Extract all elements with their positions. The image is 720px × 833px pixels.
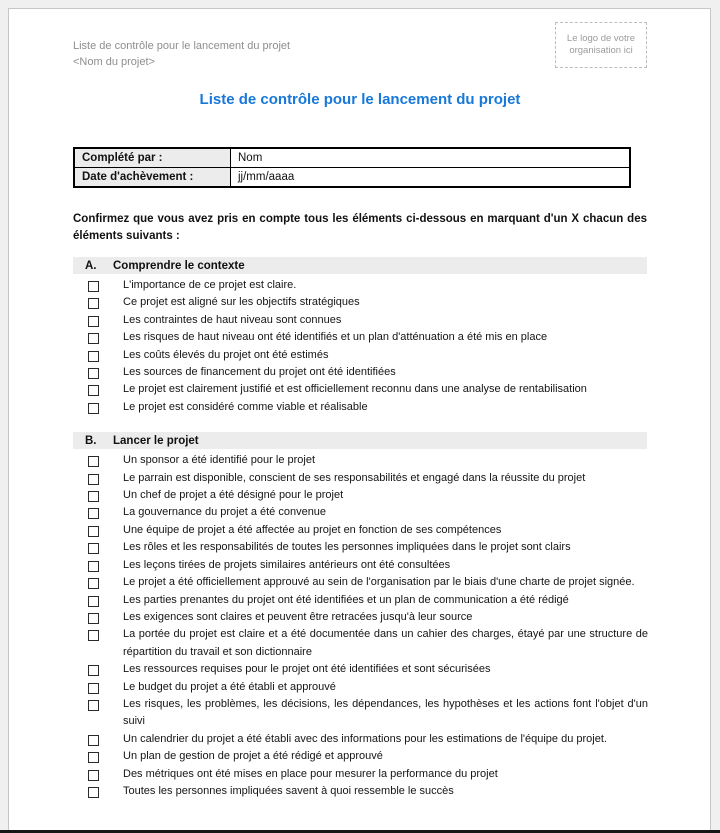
checklist-item — [73, 452, 647, 469]
checkbox[interactable] — [88, 333, 99, 344]
checklist-item — [73, 312, 647, 329]
checklist-item — [73, 679, 647, 696]
table-row — [74, 168, 630, 188]
info-label: Date d'achèvement : — [74, 168, 231, 188]
checklist-item — [73, 574, 647, 591]
checkbox[interactable] — [88, 630, 99, 641]
checkbox[interactable] — [88, 752, 99, 763]
checklist-item — [73, 329, 647, 346]
checklist-item-label: Les coûts élevés du projet ont été estimés — [123, 348, 329, 361]
table-row — [74, 148, 630, 168]
checklist-section — [73, 432, 647, 800]
checkbox[interactable] — [88, 665, 99, 676]
info-value-field[interactable]: Nom — [231, 148, 631, 168]
checklist-item — [73, 347, 647, 364]
checklist-item — [73, 661, 647, 678]
checkbox[interactable] — [88, 298, 99, 309]
info-table-body — [74, 148, 630, 187]
checklist-item-label: Le parrain est disponible, conscient de ses responsabilités et engagé dans la réussite du projet — [123, 471, 586, 484]
checkbox[interactable] — [88, 578, 99, 589]
checklist-section — [73, 257, 647, 416]
checklist-item — [73, 626, 647, 661]
checklist-item — [73, 277, 647, 294]
running-header — [73, 38, 290, 70]
checklist-item-label: Les risques de haut niveau ont été identifiés et un plan d'atténuation a été mis en place — [123, 331, 548, 344]
checklist-item-label: Un calendrier du projet a été établi avec des informations pour les estimations de l'équipe du projet. — [123, 732, 607, 745]
checklist-item — [73, 470, 647, 487]
info-label: Complété par : — [74, 148, 231, 168]
checklist-item-label: Une équipe de projet a été affectée au projet en fonction de ses compétences — [123, 523, 502, 536]
checkbox[interactable] — [88, 683, 99, 694]
checkbox[interactable] — [88, 456, 99, 467]
section-header — [73, 432, 647, 449]
logo-placeholder-text: Le logo de votre organisation ici — [566, 33, 636, 56]
checkbox[interactable] — [88, 787, 99, 798]
intro-instruction: Confirmez que vous avez pris en compte tous les éléments ci-dessous en marquant d'un X chacun des éléments suivants : — [73, 213, 647, 242]
checklist-item — [73, 609, 647, 626]
checkbox[interactable] — [88, 613, 99, 624]
checkbox[interactable] — [88, 508, 99, 519]
info-value-field[interactable]: jj/mm/aaaa — [231, 168, 631, 188]
checklist-item-label: Les rôles et les responsabilités de toutes les personnes impliquées dans le projet sont clairs — [123, 541, 571, 554]
checkbox[interactable] — [88, 700, 99, 711]
checkbox[interactable] — [88, 770, 99, 781]
running-header-line2: <Nom du projet> — [73, 56, 155, 68]
section-title: Comprendre le contexte — [113, 259, 245, 272]
checklist-item-label: Les sources de financement du projet ont été identifiées — [123, 366, 396, 379]
page-content — [9, 9, 710, 800]
checkbox[interactable] — [88, 491, 99, 502]
checklist-item — [73, 731, 647, 748]
checkbox[interactable] — [88, 403, 99, 414]
checklist-item-label: Le projet est clairement justifié et est officiellement reconnu dans une analyse de rentabilisation — [123, 383, 587, 396]
checklist-item — [73, 364, 647, 381]
checkbox[interactable] — [88, 368, 99, 379]
checkbox[interactable] — [88, 526, 99, 537]
sections-container — [73, 257, 647, 800]
section-items — [73, 452, 647, 800]
checklist-item — [73, 539, 647, 556]
checklist-item-label: Toutes les personnes impliquées savent à quoi ressemble le succès — [123, 784, 454, 797]
completion-info-table — [73, 147, 631, 188]
checklist-item — [73, 522, 647, 539]
checklist-item — [73, 399, 647, 416]
section-header — [73, 257, 647, 274]
checklist-item-label: L'importance de ce projet est claire. — [123, 279, 297, 291]
checkbox[interactable] — [88, 596, 99, 607]
checkbox[interactable] — [88, 281, 99, 292]
checklist-item-label: Les contraintes de haut niveau sont connues — [123, 313, 342, 326]
checklist-item — [73, 557, 647, 574]
checklist-item — [73, 592, 647, 609]
checklist-item-label: Le projet est considéré comme viable et réalisable — [123, 400, 368, 413]
running-header-line1: Liste de contrôle pour le lancement du projet — [73, 40, 291, 52]
checklist-item-label: Un sponsor a été identifié pour le projet — [123, 454, 316, 467]
document-page — [8, 8, 711, 830]
checklist-item — [73, 294, 647, 311]
section-id: A. — [85, 259, 97, 272]
checklist-item-label: Le projet a été officiellement approuvé au sein de l'organisation par le biais d'une charte de projet signée. — [123, 576, 635, 589]
checklist-item-label: Les leçons tirées de projets similaires antérieurs ont été consultées — [123, 558, 451, 571]
checklist-item — [73, 487, 647, 504]
checklist-item-label: La portée du projet est claire et a été documentée dans un cahier des charges, étayé par une structure de répartition du travail et son dictionnaire — [123, 628, 648, 658]
checklist-item — [73, 766, 647, 783]
checklist-item-label: Le budget du projet a été établi et approuvé — [123, 680, 336, 693]
checklist-item — [73, 381, 647, 398]
checkbox[interactable] — [88, 543, 99, 554]
checklist-item — [73, 696, 647, 731]
checklist-item-label: Un plan de gestion de projet a été rédigé et approuvé — [123, 750, 383, 763]
page-header — [73, 22, 647, 70]
checklist-item — [73, 783, 647, 800]
checklist-item — [73, 748, 647, 765]
checkbox[interactable] — [88, 735, 99, 746]
section-items — [73, 277, 647, 416]
checklist-item-label: Les ressources requises pour le projet ont été identifiées et sont sécurisées — [123, 663, 491, 676]
section-id: B. — [85, 434, 97, 447]
checkbox[interactable] — [88, 351, 99, 362]
checklist-item-label: Des métriques ont été mises en place pour mesurer la performance du projet — [123, 767, 498, 780]
checklist-item-label: Les exigences sont claires et peuvent être retracées jusqu'à leur source — [123, 610, 473, 623]
checklist-item-label: Les risques, les problèmes, les décisions, les dépendances, les hypothèses et les actions font l'objet d'un suivi — [123, 697, 648, 728]
checklist-item-label: Les parties prenantes du projet ont été identifiées et un plan de communication a été rédigé — [123, 593, 569, 606]
document-title: Liste de contrôle pour le lancement du projet — [199, 91, 521, 108]
checkbox[interactable] — [88, 561, 99, 572]
checkbox[interactable] — [88, 474, 99, 485]
checklist-item-label: Ce projet est aligné sur les objectifs stratégiques — [123, 296, 360, 309]
checkbox[interactable] — [88, 316, 99, 327]
checklist-item-label: La gouvernance du projet a été convenue — [123, 506, 327, 519]
checklist-item-label: Un chef de projet a été désigné pour le projet — [123, 489, 344, 502]
section-title: Lancer le projet — [113, 434, 199, 447]
checkbox[interactable] — [88, 385, 99, 396]
logo-placeholder[interactable] — [555, 22, 647, 68]
checklist-item — [73, 504, 647, 521]
